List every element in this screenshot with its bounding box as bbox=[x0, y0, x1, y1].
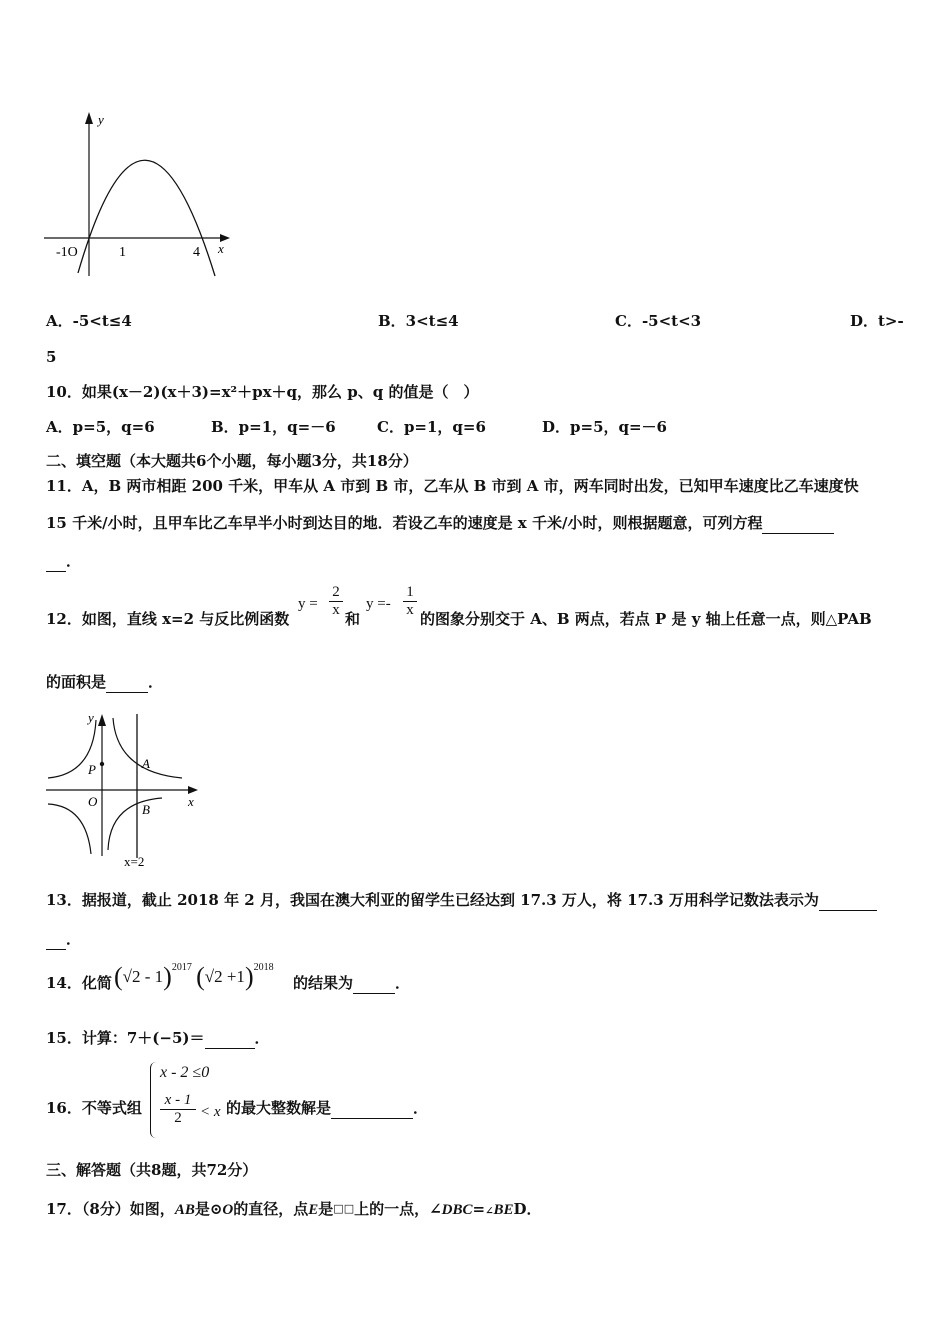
q13-answer-blank[interactable] bbox=[819, 890, 877, 911]
y-label: y bbox=[88, 710, 94, 725]
q12-line-2-text: 的面积是 bbox=[46, 673, 107, 691]
q14-exp-2: 2018 bbox=[253, 962, 274, 973]
q11-end: ． bbox=[66, 552, 82, 570]
q16-post-text: 的最大整数解是 bbox=[226, 1099, 332, 1117]
q16-ineq-2-frac bbox=[160, 1092, 196, 1127]
q16-ineq-1: x - 2 ≤0 bbox=[160, 1064, 210, 1081]
q15-end: ． bbox=[254, 1029, 270, 1047]
q14-pre: 14．化简 bbox=[46, 974, 112, 992]
curve-q2-neg bbox=[48, 804, 91, 854]
q14-end: ． bbox=[395, 974, 411, 992]
q12-answer-blank[interactable] bbox=[106, 672, 148, 693]
q9-option-b[interactable]: B．3<t≤4 bbox=[378, 312, 459, 330]
q10-option-d[interactable]: D．p=5，q=－6 bbox=[542, 418, 667, 436]
q11-answer-blank-cont[interactable] bbox=[46, 551, 66, 572]
q12-func-1-frac bbox=[329, 584, 343, 619]
q12-func-2-den: x bbox=[406, 602, 414, 618]
b-label: B bbox=[142, 802, 150, 817]
q14-base-1: √2 - 1 bbox=[122, 967, 164, 986]
section-3-heading: 三、解答题（共8题，共72分） bbox=[46, 1161, 258, 1179]
q9-option-d-continued: 5 bbox=[46, 348, 57, 366]
q17-arc-placeholder: □□ bbox=[333, 1202, 355, 1215]
q16-post bbox=[226, 1098, 428, 1119]
q16-ineq-2-num: x - 1 bbox=[164, 1092, 192, 1108]
q17 bbox=[46, 1199, 542, 1222]
q10-option-b[interactable]: B．p=1，q=－6 bbox=[211, 418, 336, 436]
q13-end: ． bbox=[66, 930, 82, 948]
line-label: x=2 bbox=[124, 854, 145, 869]
q11-line-2-text: 15 千米/小时，且甲车比乙车早半小时到达目的地．若设乙车的速度是 x 千米/小时，则根据题意，可列方程 bbox=[46, 514, 763, 532]
q14-base-2: √2 +1 bbox=[204, 967, 245, 986]
q14-answer-blank[interactable] bbox=[353, 973, 395, 994]
q12-func-1-den: x bbox=[332, 602, 340, 618]
y-axis-arrow bbox=[85, 112, 93, 124]
q17-bed: BE bbox=[493, 1202, 514, 1218]
q16-end: ． bbox=[413, 1099, 429, 1117]
point-p bbox=[100, 762, 104, 766]
q16-brace bbox=[150, 1062, 157, 1138]
q12-line-2 bbox=[46, 672, 163, 693]
q17-mid3: 是 bbox=[318, 1200, 334, 1218]
q11-answer-blank[interactable] bbox=[762, 513, 834, 534]
q11-line-3 bbox=[46, 551, 81, 572]
q16-ineq-2-den: 2 bbox=[174, 1110, 182, 1126]
q9-option-a[interactable]: A．-5<t≤4 bbox=[46, 312, 132, 330]
q12-func-1-lhs: y = bbox=[298, 596, 318, 612]
q12-post: 的图象分别交于 A、B 两点，若点 P 是 y 轴上任意一点，则△PAB bbox=[420, 610, 872, 628]
tick-4-label: 4 bbox=[193, 245, 200, 260]
x-axis-arrow bbox=[188, 786, 198, 794]
tick-1-label: 1 bbox=[119, 245, 126, 260]
a-label: A bbox=[142, 756, 150, 771]
q17-e: E bbox=[308, 1202, 319, 1218]
curve-q4 bbox=[108, 798, 162, 850]
q14-expression: (√2 - 1)$^{2017}$ $(√2 +1)^{2018}$ bbox=[114, 962, 274, 991]
q13-line-1-text: 13．据报道，截止 2018 年 2 月，我国在澳大利亚的留学生已经达到 17.3 万人，将 17.3 万用科学记数法表示为 bbox=[46, 891, 819, 909]
q10-stem: 10．如果(x－2)(x＋3)=x²＋px＋q，那么 p、q 的值是（ ） bbox=[46, 383, 479, 401]
hyperbola-graph bbox=[40, 706, 210, 871]
q16-pre: 16．不等式组 bbox=[46, 1099, 142, 1117]
origin-label: -1O bbox=[56, 245, 78, 260]
q11-line-2 bbox=[46, 513, 834, 534]
q12-func-2-frac bbox=[403, 584, 417, 619]
q11-line-1: 11．A，B 两市相距 200 千米，甲车从 A 市到 B 市，乙车从 B 市到 A 市，两车同时出发，已知甲车速度比乙车速度快 bbox=[46, 477, 859, 495]
q17-pre: 17．（8分）如图， bbox=[46, 1200, 175, 1218]
q13-answer-blank-cont[interactable] bbox=[46, 929, 66, 950]
q14-post-text: 的结果为 bbox=[293, 974, 354, 992]
q15-text: 15．计算：7＋(−5)＝ bbox=[46, 1029, 205, 1047]
q17-mid4: 上的一点，∠ bbox=[354, 1200, 442, 1218]
q17-mid2: 的直径，点 bbox=[233, 1200, 309, 1218]
q12-pre: 12．如图，直线 x=2 与反比例函数 bbox=[46, 610, 290, 628]
o-label: O bbox=[88, 794, 98, 809]
q9-option-c[interactable]: C．-5<t<3 bbox=[615, 312, 702, 330]
q17-mid1: 是⊙ bbox=[194, 1200, 223, 1218]
q12-func-2-lhs: y =- bbox=[366, 596, 391, 612]
q17-angle: ∠ bbox=[485, 1206, 494, 1217]
q16-answer-blank[interactable] bbox=[331, 1098, 413, 1119]
q15 bbox=[46, 1028, 270, 1049]
q12-func-2-num: 1 bbox=[406, 584, 414, 600]
section-2-heading: 二、填空题（本大题共6个小题，每小题3分，共18分） bbox=[46, 452, 418, 470]
q17-dbc: DBC bbox=[441, 1202, 473, 1218]
q10-option-a[interactable]: A．p=5，q=6 bbox=[46, 418, 155, 436]
q17-ab: AB bbox=[174, 1202, 195, 1218]
parabola-graph bbox=[40, 108, 240, 278]
q12-mid: 和 bbox=[345, 610, 361, 628]
x-label: x bbox=[188, 794, 194, 809]
q17-o: O bbox=[222, 1202, 234, 1218]
q17-eq: = bbox=[472, 1200, 486, 1218]
y-label: y bbox=[98, 112, 104, 127]
y-axis-arrow bbox=[98, 714, 106, 726]
q10-option-c[interactable]: C．p=1，q=6 bbox=[377, 418, 486, 436]
q12-func-1-num: 2 bbox=[332, 584, 340, 600]
q16-ineq-2-rhs: < x bbox=[200, 1104, 221, 1120]
q17-end: D． bbox=[513, 1200, 542, 1218]
q14-exp-1: 2017 bbox=[171, 962, 192, 973]
q13-line-2 bbox=[46, 929, 81, 950]
q14-post bbox=[293, 973, 410, 994]
q13-line-1 bbox=[46, 890, 877, 911]
x-label: x bbox=[218, 241, 224, 256]
q12-end: ． bbox=[148, 673, 164, 691]
q15-answer-blank[interactable] bbox=[205, 1028, 255, 1049]
q9-option-d[interactable]: D．t>- bbox=[850, 312, 904, 330]
p-label: P bbox=[88, 762, 96, 777]
